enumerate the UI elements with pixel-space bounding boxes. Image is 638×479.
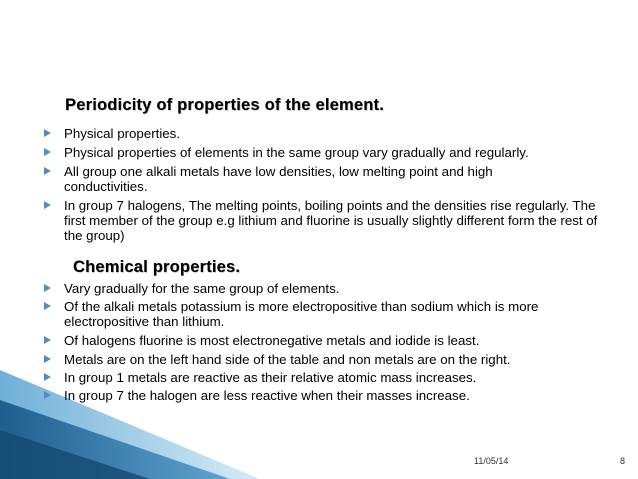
list-item-text: Of halogens fluorine is most electronegative metals and iodide is least. — [64, 333, 480, 348]
list-item — [64, 164, 534, 194]
bullet-arrow-icon — [44, 355, 51, 363]
bullet-arrow-icon — [44, 302, 51, 310]
list-item — [64, 333, 609, 348]
list-item — [64, 281, 609, 296]
list-item — [64, 370, 609, 385]
list-item-text: In group 7 the halogen are less reactive when their masses increase. — [64, 388, 470, 403]
bullet-arrow-icon — [44, 167, 51, 175]
list-item — [64, 145, 609, 160]
list-item — [64, 388, 609, 403]
bullet-arrow-icon — [44, 129, 51, 137]
list-item-text: All group one alkali metals have low densities, low melting point and high conductivities. — [64, 164, 493, 195]
bullet-arrow-icon — [44, 391, 51, 399]
list-item-text: In group 7 halogens, The melting points, boiling points and the densities rise regularly. The first member of the group e.g lithium and fluorine is usually slightly different form the rest of the group) — [64, 198, 598, 244]
bullet-arrow-icon — [44, 336, 51, 344]
bullet-arrow-icon — [44, 373, 51, 381]
heading-periodicity: Periodicity of properties of the element. — [65, 96, 385, 114]
list-item — [64, 352, 609, 367]
list-item-text: Physical properties of elements in the same group vary gradually and regularly. — [64, 145, 529, 160]
footer-page-number: 8 — [620, 456, 626, 466]
list-item — [64, 126, 609, 141]
list-item-text: In group 1 metals are reactive as their relative atomic mass increases. — [64, 370, 477, 385]
list-item — [64, 299, 612, 329]
list-item-text: Vary gradually for the same group of elements. — [64, 281, 340, 296]
bullet-arrow-icon — [44, 284, 51, 292]
list-item-text: Of the alkali metals potassium is more electropositive than sodium which is more electropositive than lithium. — [64, 299, 539, 330]
list-item-text: Physical properties. — [64, 126, 181, 141]
bullet-arrow-icon — [44, 201, 51, 209]
heading-chemical-properties: Chemical properties. — [73, 258, 241, 276]
list-item — [64, 198, 599, 244]
footer-date: 11/05/14 — [474, 456, 509, 466]
bullet-arrow-icon — [44, 148, 51, 156]
list-item-text: Metals are on the left hand side of the table and non metals are on the right. — [64, 352, 511, 367]
